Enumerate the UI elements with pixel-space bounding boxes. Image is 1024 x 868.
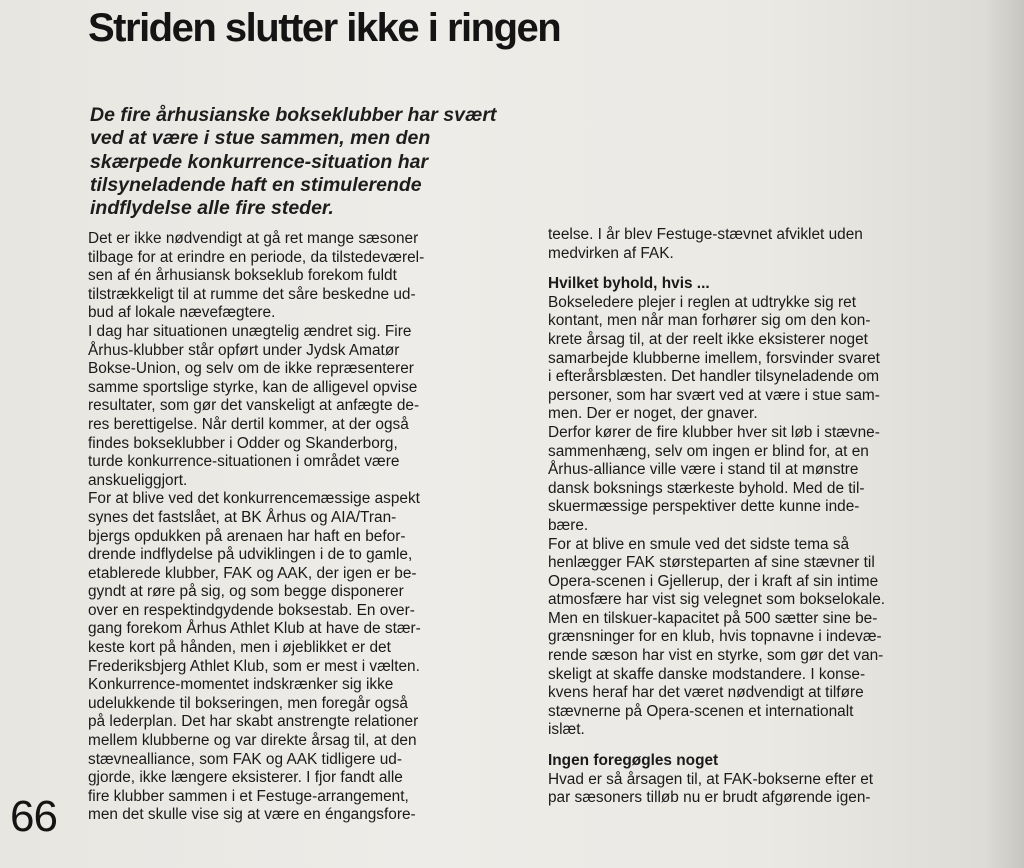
body-line: personer, som har svært ved at være i stue sam- — [548, 386, 880, 404]
paragraph-gap — [548, 740, 978, 752]
body-line: over en respektindgydende boksestab. En over- — [88, 601, 415, 619]
body-line: resultater, som gør det vanskeligt at anfægte de- — [88, 397, 420, 415]
body-line: rende sæson har vist en styrke, som gør det van- — [548, 647, 884, 665]
body-line: keste kort på hånden, men i øjeblikket er det — [88, 639, 391, 657]
body-line: drende indflydelse på udviklingen i de to gamle, — [88, 546, 413, 564]
body-line: Derfor kører de fire klubber hver sit løb i stævne- — [548, 423, 880, 441]
body-line: udelukkende til bokseringen, men foregår også — [88, 694, 408, 712]
body-line: bære. — [548, 516, 589, 534]
body-line: anskueliggjort. — [88, 471, 188, 489]
body-line: sammenhæng, selv om ingen er blind for, at en — [548, 442, 869, 460]
body-line: findes bokseklubber i Odder og Skanderborg, — [88, 434, 398, 452]
body-line: Men en tilskuer-kapacitet på 500 sætter sine be- — [548, 609, 878, 627]
body-line: Århus-klubber står opført under Jydsk Amatør — [88, 341, 400, 359]
body-line: Opera-scenen i Gjellerup, der i kraft af sin intime — [548, 572, 879, 590]
body-line: tilstrækkeligt til at rumme det såre beskedne ud- — [88, 285, 416, 303]
body-line: turde konkurrence-situationen i området være — [88, 453, 400, 471]
subheading-byhold: Hvilket byhold, hvis ... — [548, 275, 710, 293]
body-line: tilbage for at erindre en periode, da tilstedeværel- — [88, 248, 425, 266]
body-line: mellem klubberne og var direkte årsag til, at den — [88, 732, 417, 750]
body-line: på lederplan. Det har skabt anstrengte relationer — [88, 713, 419, 731]
body-line: krete årsag til, at der reelt ikke eksisterer noget — [548, 330, 868, 348]
body-line: kvens heraf har det været nødvendigt at tilføre — [548, 684, 864, 702]
body-line: I dag har situationen unægtelig ændret sig. Fire — [88, 322, 412, 340]
body-line: skuermæssige perspektiver dette kunne inde- — [548, 498, 860, 516]
body-line: fire klubber sammen i et Festuge-arrangement, — [88, 787, 409, 805]
body-line: i efterårsblæsten. Det handler tilsyneladende om — [548, 368, 880, 386]
body-line: res berettigelse. Når dertil kommer, at der også — [88, 415, 409, 433]
body-line: stævnerne på Opera-scenen et internationalt — [548, 702, 854, 720]
body-line: gyndt at røre på sig, og som begge disponerer — [88, 583, 404, 601]
body-line: Århus-alliance ville være i stand til at mønstre — [548, 461, 859, 479]
body-line: Det er ikke nødvendigt at gå ret mange sæsoner — [88, 230, 419, 247]
body-line: bjergs opdukken på arenaen har haft en befor- — [88, 527, 406, 545]
body-line: gjorde, ikke længere eksisterer. I fjor fandt alle — [88, 769, 403, 787]
body-line: etablerede klubber, FAK og AAK, der igen er be- — [88, 564, 417, 582]
body-line: islæt. — [548, 721, 585, 739]
body-line: grænsninger for en klub, hvis topnavne i indevæ- — [548, 628, 882, 646]
intro-line: tilsyneladende haft en stimulerende — [90, 173, 422, 196]
article-intro — [90, 104, 530, 220]
right-column — [548, 226, 978, 808]
body-line: synes det fastslået, at BK Århus og AIA/Tran- — [88, 508, 397, 526]
body-line: atmosfære har vist sig velegnet som bokselokale. — [548, 591, 886, 609]
body-line: Bokseledere plejer i reglen at udtrykke sig ret — [548, 293, 856, 311]
body-line: medvirken af FAK. — [548, 244, 674, 262]
body-line: samarbejde klubberne imellem, forsvinder svaret — [548, 349, 880, 367]
body-line: Konkurrence-momentet indskrænker sig ikke — [88, 676, 394, 694]
body-line: For at blive en smule ved det sidste tema så — [548, 535, 850, 553]
body-line: Frederiksbjerg Athlet Klub, som er mest i vælten. — [88, 657, 420, 675]
body-line: men det skulle vise sig at være en éngangsfore- — [88, 806, 416, 824]
body-line: henlægger FAK størsteparten af sine stævner til — [548, 554, 875, 572]
body-line: Bokse-Union, og selv om de ikke repræsenterer — [88, 360, 414, 378]
subheading-foregogles: Ingen foregøgles noget — [548, 752, 719, 770]
paragraph-gap — [548, 263, 978, 275]
intro-line: ved at være i stue sammen, men den — [90, 127, 431, 150]
body-line: kontant, men når man forhører sig om den kon- — [548, 312, 871, 330]
body-line: bud af lokale nævefægtere. — [88, 304, 276, 322]
page-number: 66 — [10, 792, 57, 841]
body-line: skeligt at skaffe danske modstandere. I konse- — [548, 665, 866, 683]
intro-line: De fire århusianske bokseklubber har svært — [90, 104, 497, 126]
body-line: For at blive ved det konkurrencemæssige aspekt — [88, 490, 420, 508]
body-line: teelse. I år blev Festuge-stævnet afviklet uden — [548, 226, 863, 243]
article-title: Striden slutter ikke i ringen — [88, 6, 561, 50]
body-line: par sæsoners tilløb nu er brudt afgørende igen- — [548, 789, 871, 807]
intro-line: indflydelse alle fire steder. — [90, 197, 334, 220]
body-line: stævnealliance, som FAK og AAK tidligere ud- — [88, 750, 402, 768]
body-line: gang forekom Århus Athlet Klub at have de stær- — [88, 620, 421, 638]
body-line: samme sportslige styrke, kan de alligevel opvise — [88, 378, 418, 396]
body-line: Hvad er så årsagen til, at FAK-bokserne efter et — [548, 770, 874, 788]
page-gutter-shadow — [984, 0, 1024, 868]
intro-line: skærpede konkurrence-situation har — [90, 150, 429, 173]
body-line: men. Der er noget, der gnaver. — [548, 405, 758, 423]
body-line: dansk boksnings stærkeste byhold. Med de til- — [548, 479, 865, 497]
left-column — [88, 230, 518, 825]
body-line: sen af én århusiansk bokseklub forekom fuldt — [88, 267, 397, 285]
